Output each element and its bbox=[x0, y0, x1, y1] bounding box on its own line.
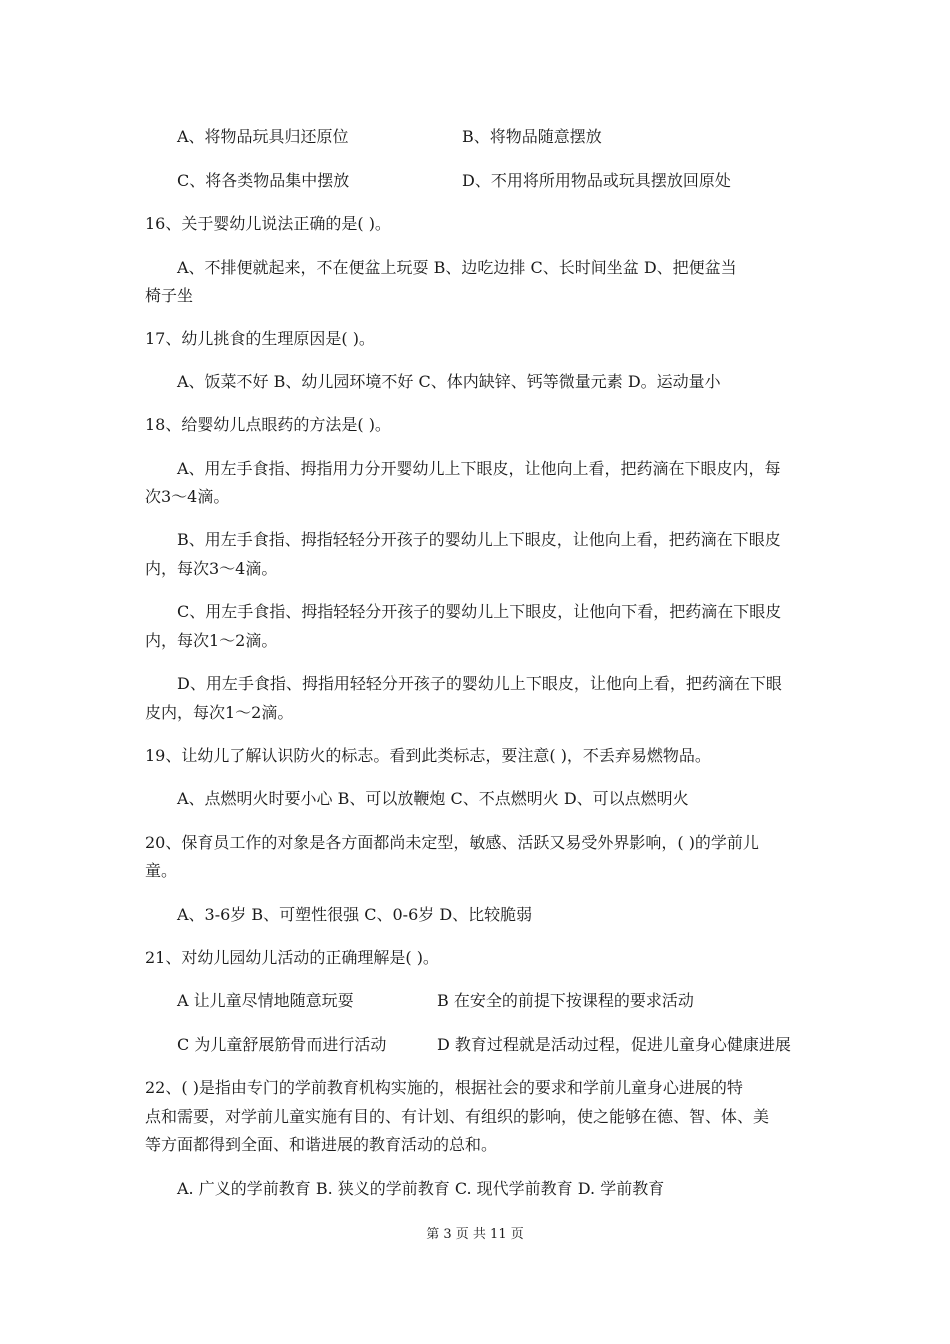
q21-option-c: C 为儿童舒展筋骨而进行活动 bbox=[177, 1035, 387, 1054]
q18-option-c-line2: 内，每次1～2滴。 bbox=[145, 631, 278, 650]
q18-option-d-line2: 皮内，每次1～2滴。 bbox=[145, 703, 294, 722]
q20-stem-line2: 童。 bbox=[145, 861, 178, 880]
q22-options: A. 广义的学前教育 B. 狭义的学前教育 C. 现代学前教育 D. 学前教育 bbox=[177, 1179, 665, 1198]
q16-stem: 16、关于婴幼儿说法正确的是( )。 bbox=[145, 214, 391, 233]
q22-stem-line3: 等方面都得到全面、和谐进展的教育活动的总和。 bbox=[145, 1135, 498, 1154]
q17-stem: 17、幼儿挑食的生理原因是( )。 bbox=[145, 329, 375, 348]
page-footer: 第 3 页 共 11 页 bbox=[426, 1227, 524, 1242]
q19-stem: 19、让幼儿了解认识防火的标志。看到此类标志，要注意( )，不丢弃易燃物品。 bbox=[145, 746, 711, 765]
q21-option-d: D 教育过程就是活动过程，促进儿童身心健康进展 bbox=[437, 1035, 791, 1054]
q18-option-b-line2: 内，每次3～4滴。 bbox=[145, 559, 278, 578]
q18-option-b-line1: B、用左手食指、拇指轻轻分开孩子的婴幼儿上下眼皮，让他向上看，把药滴在下眼皮 bbox=[177, 530, 781, 549]
q15-option-c: C、将各类物品集中摆放 bbox=[177, 171, 350, 190]
q19-options: A、点燃明火时要小心 B、可以放鞭炮 C、不点燃明火 D、可以点燃明火 bbox=[177, 789, 689, 808]
q18-option-a-line2: 次3～4滴。 bbox=[145, 487, 230, 506]
q18-option-a-line1: A、用左手食指、拇指用力分开婴幼儿上下眼皮，让他向上看，把药滴在下眼皮内，每 bbox=[177, 459, 781, 478]
q17-options: A、饭菜不好 B、幼儿园环境不好 C、体内缺锌、钙等微量元素 D。运动量小 bbox=[177, 372, 721, 391]
q18-stem: 18、给婴幼儿点眼药的方法是( )。 bbox=[145, 415, 391, 434]
q21-option-a: A 让儿童尽情地随意玩耍 bbox=[177, 991, 354, 1010]
q15-option-d: D、不用将所用物品或玩具摆放回原处 bbox=[462, 171, 731, 190]
q22-stem-line1: 22、( )是指由专门的学前教育机构实施的，根据社会的要求和学前儿童身心进展的特 bbox=[145, 1078, 743, 1097]
q18-option-c-line1: C、用左手食指、拇指轻轻分开孩子的婴幼儿上下眼皮，让他向下看，把药滴在下眼皮 bbox=[177, 602, 782, 621]
q15-option-b: B、将物品随意摆放 bbox=[462, 127, 602, 146]
q18-option-d-line1: D、用左手食指、拇指用轻轻分开孩子的婴幼儿上下眼皮，让他向上看，把药滴在下眼 bbox=[177, 674, 782, 693]
q21-stem: 21、对幼儿园幼儿活动的正确理解是( )。 bbox=[145, 948, 439, 967]
q20-stem-line1: 20、保育员工作的对象是各方面都尚未定型，敏感、活跃又易受外界影响，( )的学前儿 bbox=[145, 833, 759, 852]
q21-option-b: B 在安全的前提下按课程的要求活动 bbox=[437, 991, 694, 1010]
q20-options: A、3-6岁 B、可塑性很强 C、0-6岁 D、比较脆弱 bbox=[177, 905, 533, 924]
q16-options-line2: 椅子坐 bbox=[145, 286, 194, 305]
q16-options-line1: A、不排便就起来，不在便盆上玩耍 B、边吃边排 C、长时间坐盆 D、把便盆当 bbox=[177, 258, 737, 277]
q15-option-a: A、将物品玩具归还原位 bbox=[177, 127, 349, 146]
q22-stem-line2: 点和需要，对学前儿童实施有目的、有计划、有组织的影响，使之能够在德、智、体、美 bbox=[145, 1107, 770, 1126]
